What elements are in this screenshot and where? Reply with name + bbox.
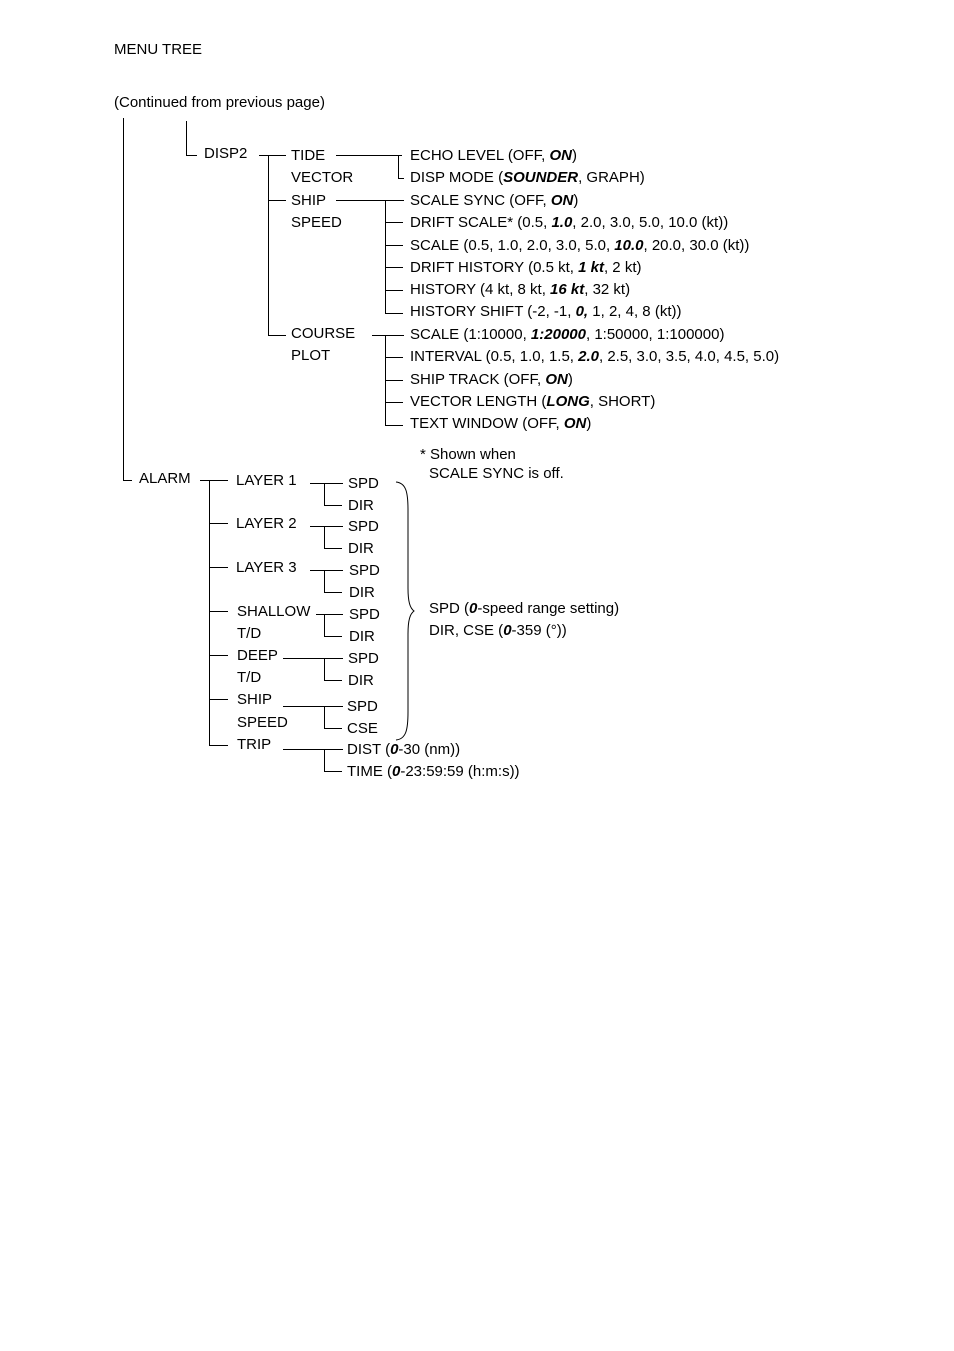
tide-item-echo-level: ECHO LEVEL (OFF, ON) bbox=[410, 147, 577, 164]
ship-sub-connector bbox=[385, 290, 403, 291]
alarm-item-trip: TRIP bbox=[237, 736, 272, 753]
alarm-item-connector bbox=[209, 523, 228, 524]
course-plot-label-1: COURSE bbox=[291, 325, 356, 342]
layer2-sub-connector bbox=[324, 548, 342, 549]
course-sub-connector bbox=[385, 357, 403, 358]
alarm-item-deep-td-2: T/D bbox=[237, 669, 262, 686]
alarm-item-ship-speed-1: SHIP bbox=[237, 691, 273, 708]
layer1-sub-dir: DIR bbox=[348, 497, 374, 514]
deep-sub-spd: SPD bbox=[348, 650, 379, 667]
disp2-spine bbox=[268, 155, 269, 335]
range-note-spd: SPD (0-speed range setting) bbox=[429, 600, 620, 617]
course-item-scale: SCALE (1:10000, 1:20000, 1:50000, 1:100000) bbox=[410, 326, 725, 343]
ship-item-history: HISTORY (4 kt, 8 kt, 16 kt, 32 kt) bbox=[410, 281, 631, 298]
ship-sub-connector bbox=[385, 313, 403, 314]
shallow-spine bbox=[324, 614, 325, 636]
alarm-item-connector bbox=[209, 699, 228, 700]
ship-spine bbox=[385, 200, 386, 313]
alarm-ship-branch bbox=[283, 706, 343, 707]
tide-branch bbox=[336, 155, 402, 156]
ship-branch bbox=[336, 200, 404, 201]
course-sub-connector bbox=[385, 425, 403, 426]
ship-item-scale: SCALE (0.5, 1.0, 2.0, 3.0, 5.0, 10.0, 20.0, 30.0 (kt)) bbox=[410, 237, 750, 254]
range-note-dir-cse: DIR, CSE (0-359 (°)) bbox=[429, 622, 567, 639]
alarm-ship-sub-connector bbox=[324, 728, 342, 729]
trip-spine bbox=[324, 749, 325, 771]
course-sub-connector bbox=[385, 402, 403, 403]
course-plot-label-2: PLOT bbox=[291, 347, 331, 364]
alarm-item-layer3: LAYER 3 bbox=[236, 559, 297, 576]
disp2-branch bbox=[259, 155, 286, 156]
alarm-item-ship-speed-2: SPEED bbox=[237, 714, 288, 731]
tide-sub-connector bbox=[398, 178, 404, 179]
tide-spine bbox=[398, 155, 399, 178]
alarm-item-shallow-td-2: T/D bbox=[237, 625, 262, 642]
course-sub-connector bbox=[385, 380, 403, 381]
alarm-item-shallow-td-1: SHALLOW bbox=[237, 603, 311, 620]
layer3-sub-spd: SPD bbox=[349, 562, 380, 579]
ship-item-scale-sync: SCALE SYNC (OFF, ON) bbox=[410, 192, 579, 209]
alarm-ship-sub-cse: CSE bbox=[347, 720, 378, 737]
alarm-item-connector bbox=[209, 655, 228, 656]
trip-sub-connector bbox=[324, 771, 342, 772]
page-title: MENU TREE bbox=[114, 41, 203, 58]
ship-speed-label-1: SHIP bbox=[291, 192, 327, 209]
footnote-line-2: SCALE SYNC is off. bbox=[429, 465, 564, 482]
deep-sub-connector bbox=[324, 680, 342, 681]
deep-sub-dir: DIR bbox=[348, 672, 374, 689]
shallow-branch bbox=[316, 614, 343, 615]
disp2-label: DISP2 bbox=[204, 145, 248, 162]
layer2-sub-dir: DIR bbox=[348, 540, 374, 557]
ship-sub-connector bbox=[385, 222, 403, 223]
continued-note: (Continued from previous page) bbox=[114, 94, 325, 111]
course-item-text-window: TEXT WINDOW (OFF, ON) bbox=[410, 415, 592, 432]
layer1-sub-spd: SPD bbox=[348, 475, 379, 492]
tide-vector-label-1: TIDE bbox=[291, 147, 326, 164]
shallow-sub-dir: DIR bbox=[349, 628, 375, 645]
alarm-item-layer2: LAYER 2 bbox=[236, 515, 297, 532]
tide-vector-label-2: VECTOR bbox=[291, 169, 354, 186]
shallow-sub-connector bbox=[324, 636, 342, 637]
layer2-branch bbox=[310, 526, 343, 527]
trip-sub-dist: DIST (0-30 (nm)) bbox=[347, 741, 461, 758]
ship-sub-connector bbox=[385, 267, 403, 268]
trip-branch bbox=[283, 749, 343, 750]
alarm-spine bbox=[209, 480, 210, 745]
alarm-item-connector bbox=[209, 611, 228, 612]
shallow-sub-spd: SPD bbox=[349, 606, 380, 623]
course-item-ship-track: SHIP TRACK (OFF, ON) bbox=[410, 371, 573, 388]
layer1-branch bbox=[310, 483, 343, 484]
tide-item-disp-mode: DISP MODE (SOUNDER, GRAPH) bbox=[410, 169, 645, 186]
alarm-label: ALARM bbox=[139, 470, 191, 487]
layer1-sub-connector bbox=[324, 505, 342, 506]
ship-item-history-shift: HISTORY SHIFT (-2, -1, 0, 1, 2, 4, 8 (kt)) bbox=[410, 303, 682, 320]
course-item-interval: INTERVAL (0.5, 1.0, 1.5, 2.0, 2.5, 3.0, 3.5, 4.0, 4.5, 5.0) bbox=[410, 348, 780, 365]
range-brace bbox=[394, 480, 418, 742]
trunk-line bbox=[123, 118, 124, 480]
layer3-branch bbox=[310, 570, 343, 571]
layer3-spine bbox=[324, 570, 325, 592]
course-branch bbox=[372, 335, 404, 336]
layer2-sub-spd: SPD bbox=[348, 518, 379, 535]
ship-speed-label-2: SPEED bbox=[291, 214, 342, 231]
trip-sub-time: TIME (0-23:59:59 (h:m:s)) bbox=[347, 763, 520, 780]
alarm-item-layer1: LAYER 1 bbox=[236, 472, 297, 489]
alarm-ship-sub-spd: SPD bbox=[347, 698, 378, 715]
alarm-connector bbox=[123, 480, 132, 481]
layer1-spine bbox=[324, 483, 325, 505]
ship-sub-connector bbox=[385, 245, 403, 246]
alarm-branch bbox=[200, 480, 228, 481]
layer3-sub-connector bbox=[324, 592, 342, 593]
course-plot-connector bbox=[268, 335, 286, 336]
disp2-connector-v bbox=[186, 121, 187, 155]
deep-spine bbox=[324, 658, 325, 680]
layer2-spine bbox=[324, 526, 325, 548]
ship-item-drift-history: DRIFT HISTORY (0.5 kt, 1 kt, 2 kt) bbox=[410, 259, 642, 276]
alarm-item-connector bbox=[209, 567, 228, 568]
ship-item-drift-scale: DRIFT SCALE* (0.5, 1.0, 2.0, 3.0, 5.0, 10.0 (kt)) bbox=[410, 214, 729, 231]
alarm-item-deep-td-1: DEEP bbox=[237, 647, 278, 664]
layer3-sub-dir: DIR bbox=[349, 584, 375, 601]
deep-branch bbox=[283, 658, 343, 659]
ship-speed-connector bbox=[268, 200, 286, 201]
footnote-line-1: * Shown when bbox=[420, 446, 516, 463]
alarm-ship-spine bbox=[324, 706, 325, 728]
alarm-item-connector bbox=[209, 745, 228, 746]
course-item-vector-length: VECTOR LENGTH (LONG, SHORT) bbox=[410, 393, 656, 410]
disp2-connector-h bbox=[186, 155, 197, 156]
